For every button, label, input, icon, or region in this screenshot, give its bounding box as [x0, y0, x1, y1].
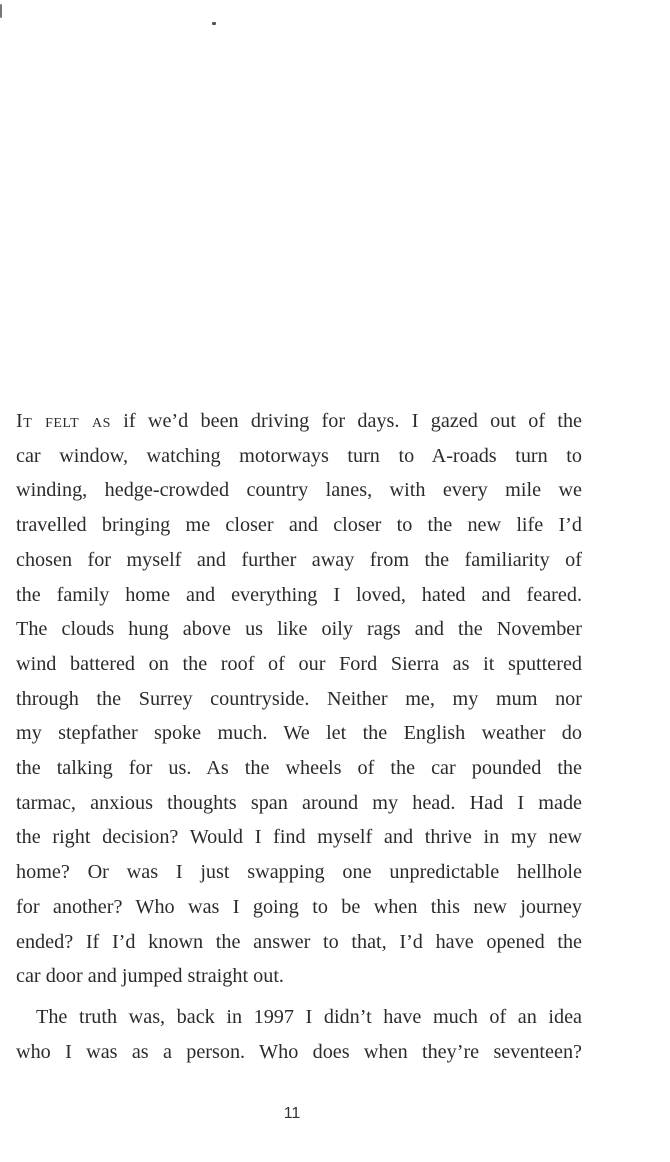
text-line: for another? Who was I going to be when this new journey	[16, 895, 582, 918]
text-line: wind battered on the roof of our Ford Sierra as it sputtered	[16, 652, 582, 675]
text-line: car door and jumped straight out.	[16, 965, 284, 988]
text-line: The truth was, back in 1997 I didn’t have much of an idea	[36, 1005, 582, 1028]
body-text	[16, 404, 582, 1069]
text-line: It felt as if we’d been driving for days. I gazed out of the	[16, 410, 583, 432]
text-line: the talking for us. As the wheels of the car pounded the	[16, 757, 582, 780]
text-line: who I was as a person. Who does when they’re seventeen?	[16, 1040, 582, 1063]
text-line: car window, watching motorways turn to A-roads turn to	[16, 444, 582, 467]
text-line: my stepfather spoke much. We let the English weather do	[16, 722, 582, 745]
paragraph	[16, 404, 582, 994]
opening-smallcaps: It felt as	[16, 410, 111, 432]
text-line: the family home and everything I loved, hated and feared.	[16, 583, 582, 606]
text-line: The clouds hung above us like oily rags and the November	[16, 618, 582, 641]
text-line: chosen for myself and further away from the familiarity of	[16, 548, 582, 571]
paragraph	[16, 1000, 582, 1069]
page-number: 11	[283, 1105, 301, 1122]
text-line: home? Or was I just swapping one unpredictable hellhole	[16, 861, 582, 884]
text-line: tarmac, anxious thoughts span around my head. Had I made	[16, 791, 582, 814]
text-line: ended? If I’d known the answer to that, I’d have opened the	[16, 930, 582, 953]
text-line: winding, hedge-crowded country lanes, with every mile we	[16, 479, 582, 502]
scan-speck	[212, 22, 216, 25]
scan-speck	[0, 4, 2, 18]
text-line: travelled bringing me closer and closer to the new life I’d	[16, 514, 582, 537]
text-line: through the Surrey countryside. Neither me, my mum nor	[16, 687, 582, 710]
text-line: the right decision? Would I find myself and thrive in my new	[16, 826, 582, 849]
